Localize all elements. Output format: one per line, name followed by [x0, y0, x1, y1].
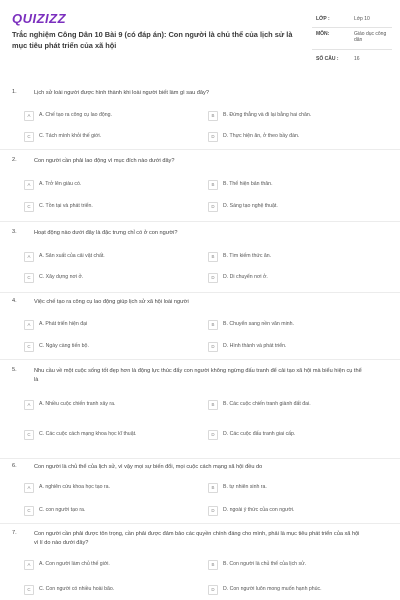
option-text: D. Di chuyển nơi ở.	[223, 274, 268, 280]
question-number: 6.	[12, 463, 17, 469]
option-text: C. Các cuộc cách mạng khoa học kĩ thuật.	[39, 431, 137, 437]
option-letter-box: A	[24, 483, 34, 493]
worksheet-title: Trắc nghiệm Công Dân 10 Bài 9 (có đáp án): Con người là chủ thể của lịch sử là mục tiêu phát triển của xã hội	[12, 30, 293, 50]
option-text: A. Sản xuất của cải vật chất.	[39, 253, 105, 259]
option-text: C. Xây dựng nơi ở.	[39, 274, 84, 280]
option-letter-box: A	[24, 180, 34, 190]
option-text: B. Con người là chủ thể của lịch sử.	[223, 561, 307, 567]
option-letter-box: B	[208, 111, 218, 121]
question-divider	[0, 359, 400, 360]
option-letter-box: C	[24, 585, 34, 595]
option-letter-box: B	[208, 560, 218, 570]
question-number: 4.	[12, 298, 17, 304]
option-text: D. ngoài ý thức của con người.	[223, 507, 295, 513]
option-text: C. Con người có nhiều hoài bão.	[39, 586, 115, 592]
option-letter-box: C	[24, 506, 34, 516]
option-letter-box: D	[208, 273, 218, 283]
option-text: A. Nhiều cuộc chiến tranh xảy ra.	[39, 401, 116, 407]
question-text: Lịch sử loài người được hình thành khi loài người biết làm gì sau đây?	[34, 90, 209, 96]
option-letter-box: A	[24, 320, 34, 330]
option-letter-box: C	[24, 132, 34, 142]
option-text: B. Đứng thẳng và đi lại bằng hai chân.	[223, 112, 312, 118]
count-label: SỐ CÂU :	[316, 56, 339, 62]
option-text: B. tự nhiên sinh ra.	[223, 484, 267, 490]
question-number: 5.	[12, 367, 17, 373]
question-divider	[0, 458, 400, 459]
option-text: A. nghiên cứu khoa học tạo ra.	[39, 484, 110, 490]
option-letter-box: D	[208, 585, 218, 595]
count-value: 16	[354, 56, 360, 62]
option-text: B. Các cuộc chiến tranh giành đất đai.	[223, 401, 311, 407]
option-letter-box: C	[24, 430, 34, 440]
question-number: 2.	[12, 157, 17, 163]
option-letter-box: A	[24, 111, 34, 121]
question-text: Con người là chủ thể của lịch sử, vì vậy mọi sự biến đổi, mọi cuộc cách mạng xã hội đều do	[34, 464, 263, 470]
option-letter-box: B	[208, 180, 218, 190]
class-value: Lớp 10	[354, 16, 370, 22]
question-number: 1.	[12, 89, 17, 95]
option-letter-box: D	[208, 430, 218, 440]
option-letter-box: D	[208, 132, 218, 142]
option-text: C. Tách mình khỏi thế giới.	[39, 133, 102, 139]
option-letter-box: D	[208, 506, 218, 516]
question-divider	[0, 292, 400, 293]
question-number: 7.	[12, 530, 17, 536]
option-letter-box: D	[208, 342, 218, 352]
option-text: B. Chuyển sang nền văn minh.	[223, 321, 294, 327]
question-text: Việc chế tạo ra công cụ lao động giúp lịch sử xã hội loài người	[34, 299, 189, 305]
meta-divider	[312, 49, 392, 50]
question-divider	[0, 149, 400, 150]
question-text: Hoạt động nào dưới đây là đặc trưng chỉ có ở con người?	[34, 230, 178, 236]
option-text: D. Các cuộc đấu tranh giai cấp.	[223, 431, 296, 437]
option-letter-box: C	[24, 342, 34, 352]
option-text: A. Con người làm chủ thế giới.	[39, 561, 110, 567]
question-divider	[0, 221, 400, 222]
option-text: A. Chế tạo ra công cụ lao động.	[39, 112, 112, 118]
option-text: D. Thực hiện ăn, ở theo bầy đàn.	[223, 133, 300, 139]
option-text: C. con người tạo ra.	[39, 507, 86, 513]
subject-label: MÔN:	[316, 31, 330, 37]
option-text: C. Tồn tại và phát triển.	[39, 203, 93, 209]
class-label: LỚP :	[316, 16, 330, 22]
option-letter-box: C	[24, 202, 34, 212]
question-number: 3.	[12, 229, 17, 235]
option-text: D. Sáng tạo nghệ thuật.	[223, 203, 278, 209]
option-letter-box: B	[208, 400, 218, 410]
option-letter-box: B	[208, 252, 218, 262]
quizizz-logo: QUIZIZZ	[12, 11, 67, 26]
option-letter-box: A	[24, 560, 34, 570]
option-letter-box: C	[24, 273, 34, 283]
option-text: B. Thể hiện bản thân.	[223, 181, 273, 187]
option-letter-box: B	[208, 320, 218, 330]
option-letter-box: B	[208, 483, 218, 493]
question-text: Con người cần phải được tôn trọng, cần phải được đảm bảo các quyền chính đáng cho mình, phải là mục tiêu phát triển của xã hội vì lí do nào dưới đây?	[34, 531, 360, 546]
option-letter-box: D	[208, 202, 218, 212]
question-text: Con người cần phải lao động vì mục đích nào dưới đây?	[34, 158, 175, 164]
option-text: C. Ngày càng tiến bộ.	[39, 343, 89, 349]
option-text: A. Phát triển hiện đại	[39, 321, 88, 327]
question-text: Nhu cầu về một cuộc sống tốt đẹp hơn là động lực thúc đẩy con người không ngừng đấu tranh để cải tạo xã hội mà biểu hiện cụ thể là	[34, 368, 362, 383]
option-letter-box: A	[24, 252, 34, 262]
option-text: B. Tìm kiếm thức ăn.	[223, 253, 272, 259]
option-letter-box: A	[24, 400, 34, 410]
option-text: D. Con người luôn mong muốn hạnh phúc.	[223, 586, 322, 592]
option-text: D. Hình thành và phát triển.	[223, 343, 287, 349]
question-divider	[0, 523, 400, 524]
meta-divider	[312, 27, 392, 28]
option-text: A. Trở lên giàu có.	[39, 181, 82, 187]
subject-value: Giáo dục công dân	[354, 31, 387, 43]
